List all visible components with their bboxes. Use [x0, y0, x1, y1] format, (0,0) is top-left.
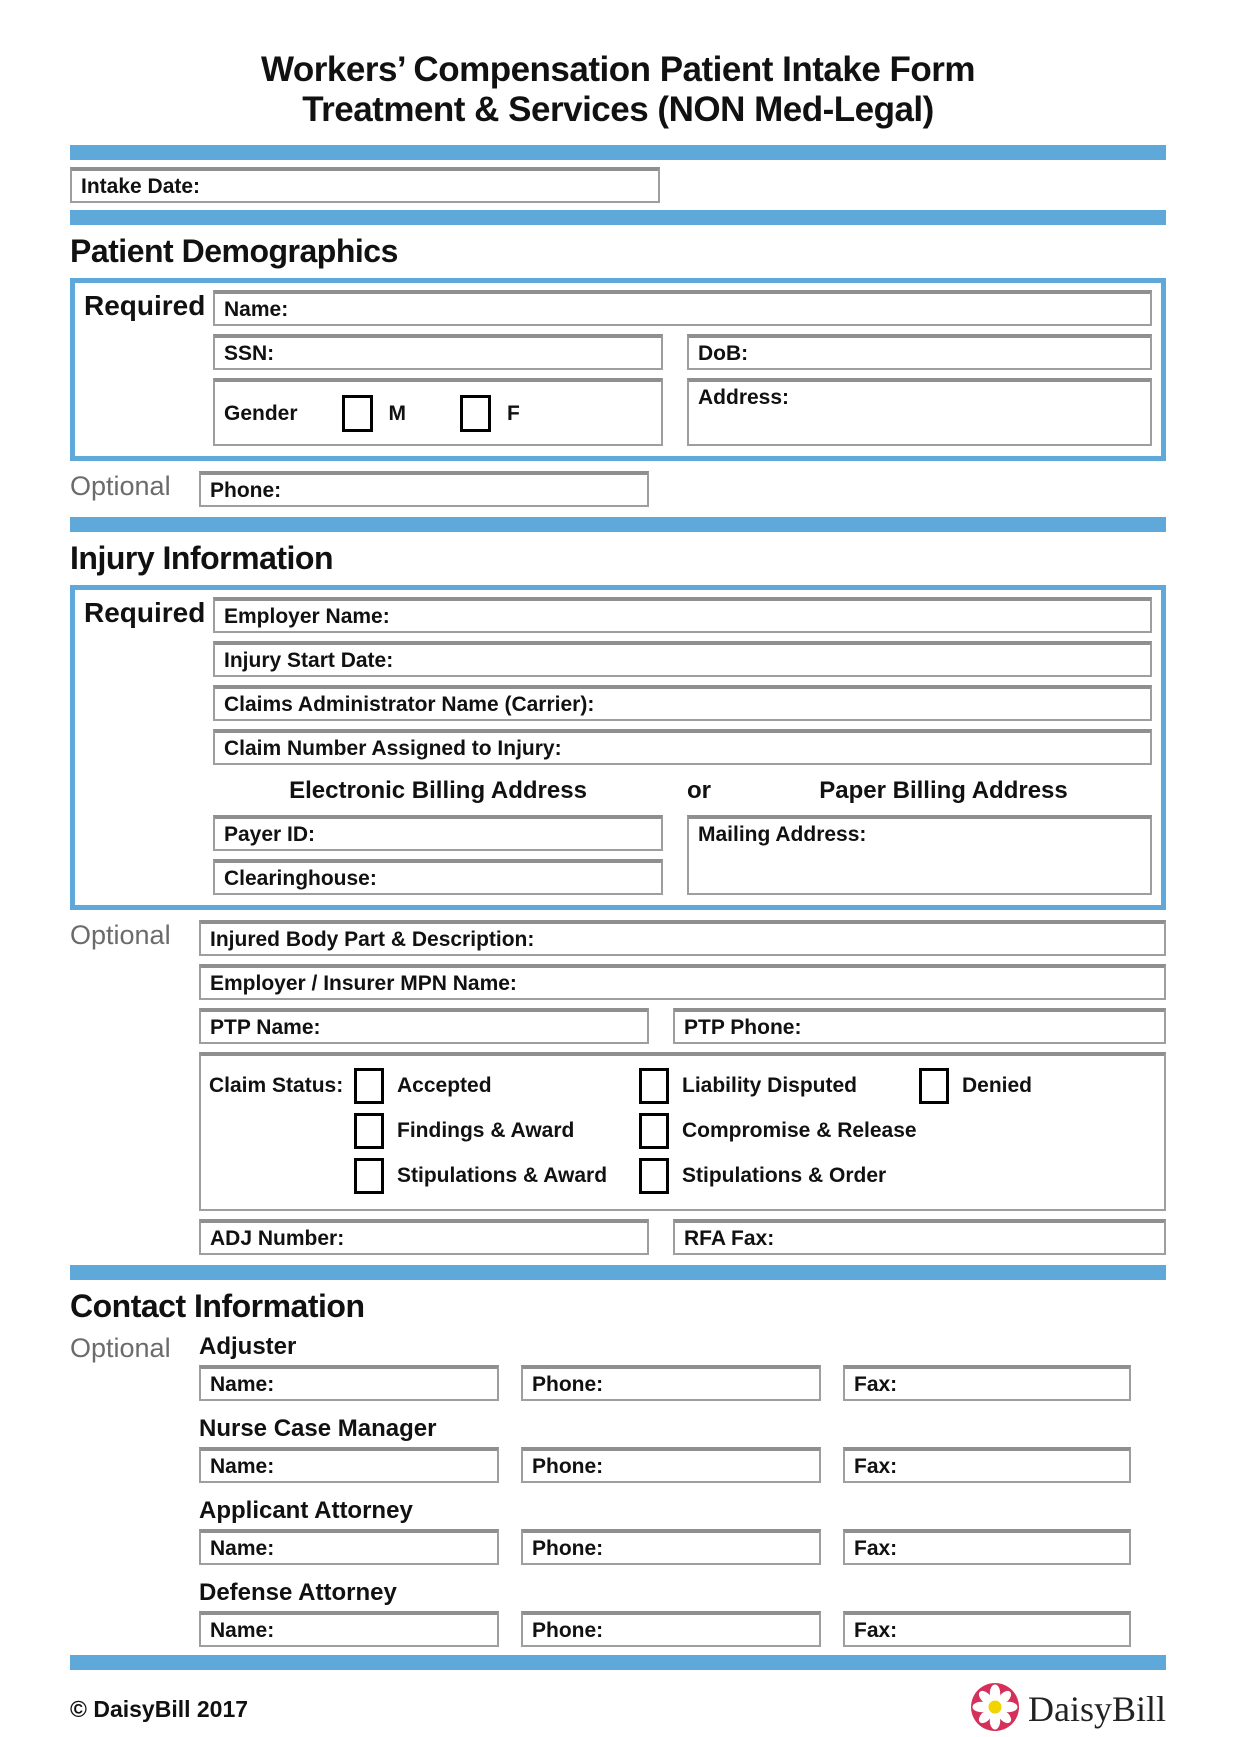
adjuster-phone-field[interactable] — [521, 1365, 821, 1401]
injury-optional-row — [70, 920, 1166, 1255]
footer — [70, 1682, 1166, 1737]
phone-label: Phone: — [210, 478, 282, 502]
gender-female-label: F — [507, 401, 520, 425]
dob-label: DoB: — [698, 341, 749, 365]
nurse-case-manager-name-field[interactable] — [199, 1447, 499, 1483]
paper-billing-heading: Paper Billing Address — [819, 776, 1068, 804]
defense-attorney-name-field[interactable] — [199, 1611, 499, 1647]
copyright-text: © DaisyBill 2017 — [70, 1695, 249, 1722]
claim-status-stipulations-order-label: Stipulations & Order — [682, 1164, 887, 1187]
gender-male-checkbox[interactable] — [342, 395, 373, 432]
phone-field[interactable] — [199, 471, 649, 507]
electronic-billing-heading: Electronic Billing Address — [289, 776, 587, 804]
patient-name-field[interactable] — [213, 290, 1152, 326]
patient-name-label: Name: — [224, 297, 289, 321]
applicant-attorney-fax-field[interactable] — [843, 1529, 1131, 1565]
section-heading-demographics: Patient Demographics — [70, 232, 398, 269]
adjuster-name-field[interactable] — [199, 1365, 499, 1401]
name-label: Name: — [210, 1454, 275, 1478]
fax-label: Fax: — [854, 1618, 898, 1642]
billing-or-label: or — [687, 776, 711, 804]
claim-status-row-2 — [209, 1109, 1156, 1154]
claim-status-liability-disputed-label: Liability Disputed — [682, 1074, 858, 1097]
claim-status-accepted-label: Accepted — [397, 1074, 492, 1097]
claim-status-findings-award-label: Findings & Award — [397, 1119, 575, 1142]
ptp-phone-field[interactable] — [673, 1008, 1166, 1044]
claim-status-stipulations-award-checkbox[interactable] — [354, 1158, 384, 1194]
contact-group-title: Defense Attorney — [199, 1578, 397, 1606]
mpn-name-field[interactable] — [199, 964, 1166, 1000]
form-title — [70, 0, 1166, 131]
name-label: Name: — [210, 1618, 275, 1642]
ptp-name-label: PTP Name: — [210, 1015, 321, 1039]
optional-badge: Optional — [70, 919, 171, 950]
claims-administrator-field[interactable] — [213, 685, 1152, 721]
claim-status-liability-disputed-checkbox[interactable] — [639, 1068, 669, 1104]
claim-status-accepted-checkbox[interactable] — [354, 1068, 384, 1104]
form-title-line2: Treatment & Services (NON Med-Legal) — [302, 90, 934, 130]
claim-status-denied-checkbox[interactable] — [919, 1068, 949, 1104]
contact-group-nurse-case-manager — [199, 1409, 1166, 1483]
injured-body-part-field[interactable] — [199, 920, 1166, 956]
required-badge: Required — [84, 289, 206, 321]
form-page — [70, 0, 1166, 1737]
optional-badge: Optional — [70, 1332, 171, 1363]
contact-group-applicant-attorney — [199, 1491, 1166, 1565]
claim-status-denied-label: Denied — [962, 1074, 1033, 1097]
contact-optional-row — [70, 1333, 1166, 1647]
ssn-field[interactable] — [213, 334, 663, 370]
gender-label: Gender — [224, 401, 298, 425]
claim-status-findings-award-checkbox[interactable] — [354, 1113, 384, 1149]
claim-status-row-3 — [209, 1154, 1156, 1199]
claim-status-row-1 — [209, 1064, 1156, 1109]
divider-bar — [70, 145, 1166, 160]
billing-address-heading-row — [213, 777, 1152, 805]
optional-badge: Optional — [70, 470, 171, 501]
intake-date-row — [70, 167, 1166, 203]
injury-start-date-label: Injury Start Date: — [224, 648, 394, 672]
applicant-attorney-name-field[interactable] — [199, 1529, 499, 1565]
injured-body-part-label: Injured Body Part & Description: — [210, 927, 535, 951]
address-field[interactable] — [687, 378, 1152, 446]
phone-label: Phone: — [532, 1536, 604, 1560]
claim-number-field[interactable] — [213, 729, 1152, 765]
gender-male-label: M — [388, 401, 407, 425]
fax-label: Fax: — [854, 1536, 898, 1560]
injury-required-box — [70, 585, 1166, 910]
gender-field — [213, 378, 663, 446]
contact-group-title: Applicant Attorney — [199, 1496, 413, 1524]
injury-start-date-field[interactable] — [213, 641, 1152, 677]
required-badge: Required — [84, 596, 206, 628]
divider-bar — [70, 210, 1166, 225]
applicant-attorney-phone-field[interactable] — [521, 1529, 821, 1565]
clearinghouse-field[interactable] — [213, 859, 663, 895]
adj-number-field[interactable] — [199, 1219, 649, 1255]
phone-label: Phone: — [532, 1618, 604, 1642]
divider-bar — [70, 517, 1166, 532]
form-title-line1: Workers’ Compensation Patient Intake Form — [260, 50, 976, 89]
demographics-optional-row — [70, 471, 1166, 507]
name-label: Name: — [210, 1536, 275, 1560]
daisy-flower-icon — [970, 1682, 1020, 1737]
divider-bar — [70, 1655, 1166, 1670]
contact-group-adjuster — [199, 1333, 1166, 1401]
mailing-address-label: Mailing Address: — [698, 822, 867, 846]
intake-date-label: Intake Date: — [81, 174, 201, 198]
adj-number-label: ADJ Number: — [210, 1226, 345, 1250]
phone-label: Phone: — [532, 1372, 604, 1396]
section-heading-injury: Injury Information — [70, 539, 333, 576]
mpn-name-label: Employer / Insurer MPN Name: — [210, 971, 517, 995]
gender-female-checkbox[interactable] — [460, 395, 491, 432]
mailing-address-field[interactable] — [687, 815, 1152, 895]
nurse-case-manager-fax-field[interactable] — [843, 1447, 1131, 1483]
claim-status-compromise-release-checkbox[interactable] — [639, 1113, 669, 1149]
claims-administrator-label: Claims Administrator Name (Carrier): — [224, 692, 595, 716]
claim-number-label: Claim Number Assigned to Injury: — [224, 736, 562, 760]
claim-status-box — [199, 1052, 1166, 1211]
claim-status-compromise-release-label: Compromise & Release — [682, 1119, 917, 1142]
ssn-label: SSN: — [224, 341, 275, 365]
address-label: Address: — [698, 385, 790, 409]
nurse-case-manager-phone-field[interactable] — [521, 1447, 821, 1483]
divider-bar — [70, 1265, 1166, 1280]
ptp-phone-label: PTP Phone: — [684, 1015, 802, 1039]
rfa-fax-field[interactable] — [673, 1219, 1166, 1255]
fax-label: Fax: — [854, 1454, 898, 1478]
section-heading-contact: Contact Information — [70, 1287, 365, 1324]
defense-attorney-fax-field[interactable] — [843, 1611, 1131, 1647]
claim-status-label: Claim Status: — [209, 1074, 344, 1097]
intake-date-field[interactable] — [70, 167, 660, 203]
brand-name: DaisyBill — [1027, 1689, 1166, 1729]
contact-group-title: Adjuster — [199, 1332, 297, 1360]
name-label: Name: — [210, 1372, 275, 1396]
ptp-name-field[interactable] — [199, 1008, 649, 1044]
fax-label: Fax: — [854, 1372, 898, 1396]
rfa-fax-label: RFA Fax: — [684, 1226, 775, 1250]
phone-label: Phone: — [532, 1454, 604, 1478]
employer-name-field[interactable] — [213, 597, 1152, 633]
payer-id-label: Payer ID: — [224, 822, 316, 846]
defense-attorney-phone-field[interactable] — [521, 1611, 821, 1647]
employer-name-label: Employer Name: — [224, 604, 390, 628]
payer-id-field[interactable] — [213, 815, 663, 851]
clearinghouse-label: Clearinghouse: — [224, 866, 377, 890]
dob-field[interactable] — [687, 334, 1152, 370]
adjuster-fax-field[interactable] — [843, 1365, 1131, 1401]
contact-group-title: Nurse Case Manager — [199, 1414, 437, 1442]
contact-group-defense-attorney — [199, 1573, 1166, 1647]
claim-status-stipulations-award-label: Stipulations & Award — [397, 1164, 608, 1187]
daisybill-brand — [970, 1682, 1166, 1737]
claim-status-stipulations-order-checkbox[interactable] — [639, 1158, 669, 1194]
demographics-required-box — [70, 278, 1166, 461]
